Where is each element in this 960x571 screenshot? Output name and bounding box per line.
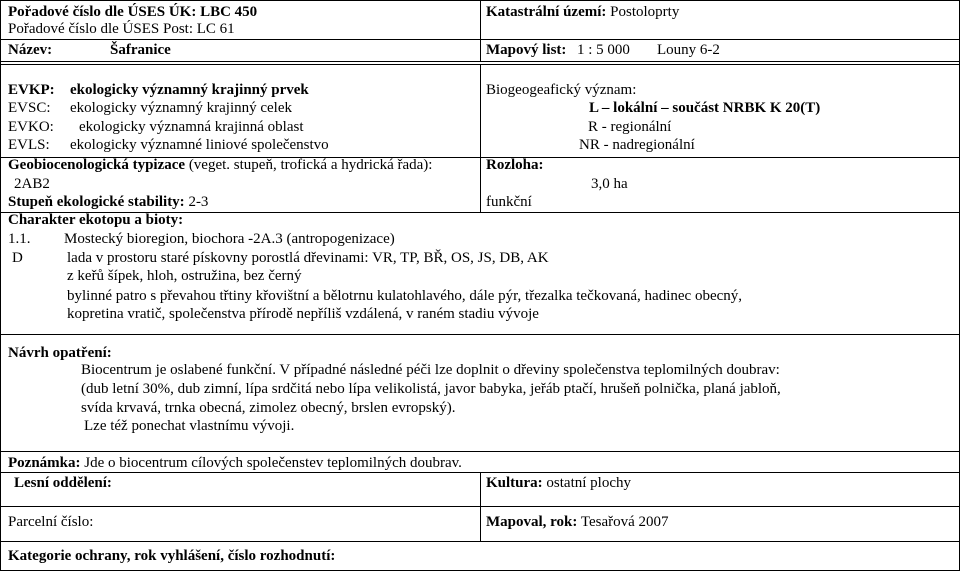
navrh-line-4: Lze též ponechat vlastnímu vývoji. <box>84 418 295 434</box>
evsc-text: ekologicky významný krajinný celek <box>70 100 293 116</box>
ekotop-number: 1.1. <box>8 231 31 247</box>
poradove-cislo-post: Pořadové číslo dle ÚSES Post: LC 61 <box>8 21 235 37</box>
ekotop-label: Charakter ekotopu a bioty: <box>8 212 184 228</box>
kultura-row <box>486 475 631 492</box>
typizace-row <box>8 157 432 174</box>
rozloha-status: funkční <box>486 194 532 210</box>
nazev-label: Název: <box>8 42 53 58</box>
kultura-label: Kultura: <box>486 475 543 491</box>
rule-6 <box>0 334 960 335</box>
parcelni-cislo-label: Parcelní číslo: <box>8 514 94 530</box>
evls-code: EVLS: <box>8 137 50 153</box>
evkp-text: ekologicky významný krajinný prvek <box>70 82 309 98</box>
katastralni-value: Postoloprty <box>610 4 680 20</box>
evls-text: ekologicky významné liniové společenstvo <box>70 137 329 153</box>
navrh-line-1: Biocentrum je oslabené funkční. V případné následné péči lze doplnit o dřeviny společenstva teplomilných doubrav: <box>81 362 780 378</box>
divider-classification <box>480 64 481 213</box>
mapovy-list-sheet: Louny 6-2 <box>657 42 720 58</box>
evko-text: ekologicky významná krajinná oblast <box>79 119 304 135</box>
mapovy-list-label: Mapový list: <box>486 42 567 58</box>
biogeograficky-nadregionalni: NR - nadregionální <box>579 137 695 153</box>
ekotop-bioregion: Mostecký bioregion, biochora -2A.3 (antropogenizace) <box>64 231 395 247</box>
mapovy-list-scale: 1 : 5 000 <box>577 42 630 58</box>
stability-row <box>8 194 208 211</box>
ekotop-line-2: z keřů šípek, hloh, ostružina, bez černý <box>67 268 302 284</box>
katastralni-label: Katastrální území: <box>486 4 607 20</box>
rule-7 <box>0 451 960 452</box>
kultura-value: ostatní plochy <box>546 475 631 491</box>
ekotop-line-4: kopretina vratič, společenstva přírodě nepříliš vzdálená, v raném stadiu vývoje <box>67 306 539 322</box>
stability-value: 2-3 <box>188 194 209 210</box>
divider-header <box>480 0 481 62</box>
ekotop-line-3: bylinné patro s převahou třtiny křovištní a bělotrnu kulatohlavého, dále pýr, třezalka tečkovaná, hadinec obecný, <box>67 288 743 304</box>
navrh-line-3: svída krvavá, trnka obecná, zimolez obecný, brslen evropský). <box>81 400 456 416</box>
biogeograficky-lokalni: L – lokální – součást NRBK K 20(T) <box>589 100 821 116</box>
mapoval-value: Tesařová 2007 <box>580 514 669 530</box>
poznamka-label: Poznámka: <box>8 455 81 471</box>
mapoval-row <box>486 514 669 531</box>
biogeograficky-label: Biogeogeafický význam: <box>486 82 637 98</box>
evsc-code: EVSC: <box>8 100 51 116</box>
border-left <box>0 0 1 571</box>
poznamka-text: Jde o biocentrum cílových společenstev teplomilných doubrav. <box>84 455 462 471</box>
ekotop-line-1: lada v prostoru staré pískovny porostlá dřevinami: VR, TP, BŘ, OS, JS, DB, AK <box>67 250 549 266</box>
katastralni-uzemi <box>486 4 679 21</box>
ekotop-d-letter: D <box>12 250 23 266</box>
evkp-code: EVKP: <box>8 82 55 98</box>
mapoval-label: Mapoval, rok: <box>486 514 578 530</box>
rozloha-label: Rozloha: <box>486 157 544 173</box>
evko-code: EVKO: <box>8 119 54 135</box>
biogeograficky-regionalni: R - regionální <box>588 119 672 135</box>
stability-label: Stupeň ekologické stability: <box>8 194 185 210</box>
navrh-label: Návrh opatření: <box>8 345 112 361</box>
divider-footer <box>480 472 481 542</box>
nazev-value: Šafranice <box>110 42 171 58</box>
lesni-oddeleni-label: Lesní oddělení: <box>14 475 112 491</box>
poznamka-row <box>8 455 462 472</box>
typizace-note: (veget. stupeň, trofická a hydrická řada): <box>188 157 433 173</box>
typizace-label: Geobiocenologická typizace <box>8 157 186 173</box>
rozloha-value: 3,0 ha <box>591 176 628 192</box>
navrh-line-2: (dub letní 30%, dub zimní, lípa srdčitá nebo lípa velikolistá, javor babyka, jeřáb ptačí, hrušeň polnička, planá jabloň, <box>81 381 781 397</box>
kategorie-ochrany-label: Kategorie ochrany, rok vyhlášení, číslo rozhodnutí: <box>8 548 336 564</box>
typizace-value: 2AB2 <box>14 176 50 192</box>
poradove-cislo-uk: Pořadové číslo dle ÚSES ÚK: LBC 450 <box>8 4 258 20</box>
